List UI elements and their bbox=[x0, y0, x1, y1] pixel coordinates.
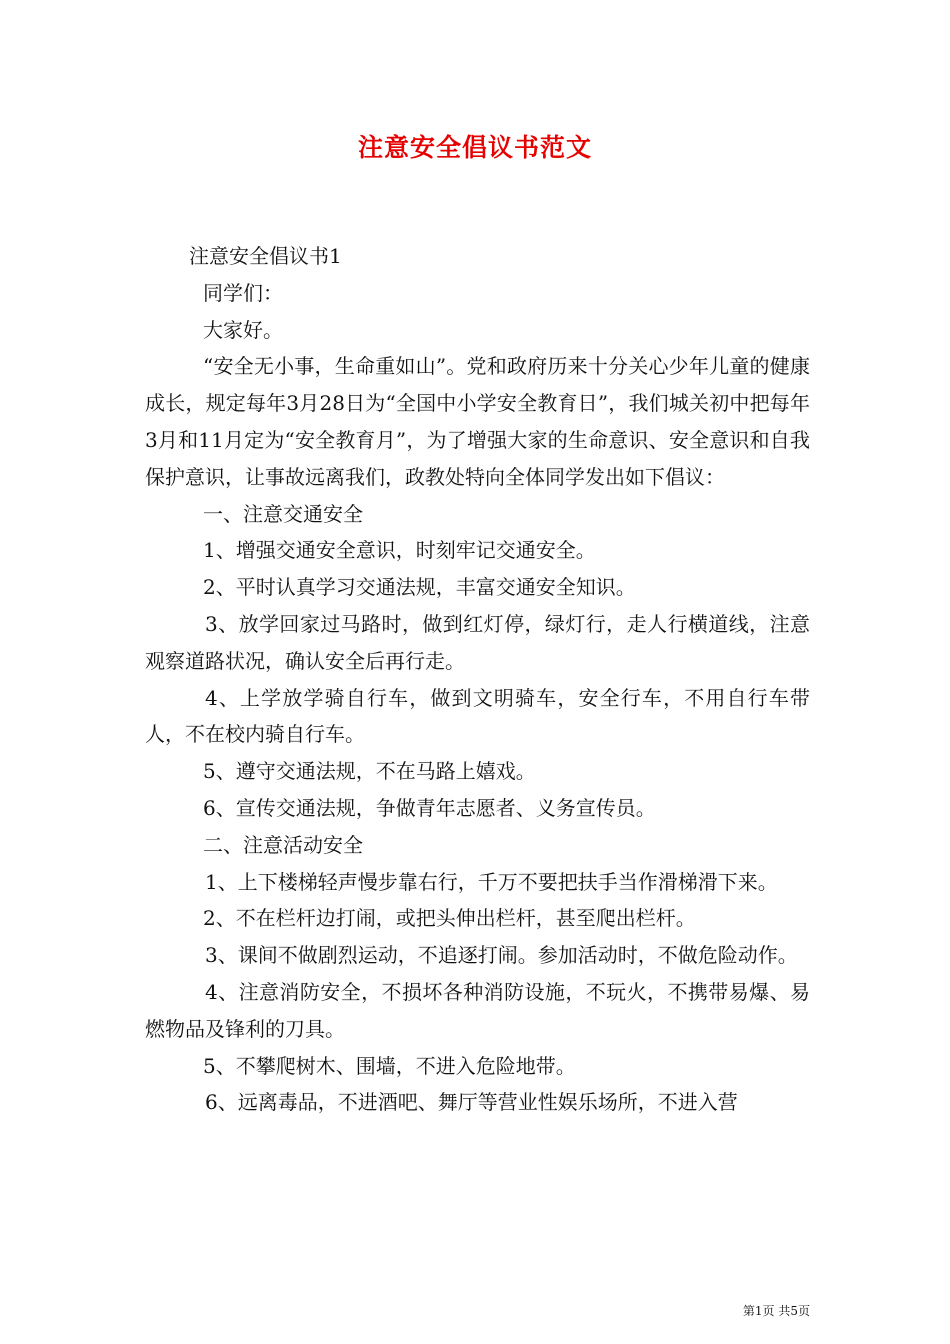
page-number: 第1页 共5页 bbox=[742, 1304, 810, 1318]
paragraph: 1、增强交通安全意识，时刻牢记交通安全。 bbox=[203, 538, 596, 563]
document-title: 注意安全倡议书范文 bbox=[357, 133, 592, 162]
paragraph: 4、注意消防安全，不损坏各种消防设施，不玩火，不携带易爆、易燃物品及锋利的刀具。 bbox=[145, 979, 810, 1041]
paragraph: 6、宣传交通法规，争做青年志愿者、义务宣传员。 bbox=[203, 795, 656, 820]
paragraph: 3、课间不做剧烈运动，不追逐打闹。参加活动时，不做危险动作。 bbox=[205, 943, 798, 968]
paragraph: 2、不在栏杆边打闹，或把头伸出栏杆，甚至爬出栏杆。 bbox=[203, 906, 696, 931]
paragraph: 4、上学放学骑自行车，做到文明骑车，安全行车，不用自行车带人，不在校内骑自行车。 bbox=[145, 685, 810, 747]
document-body bbox=[145, 238, 810, 1121]
paragraph: 大家好。 bbox=[203, 317, 283, 342]
paragraph: 6、远离毒品，不进酒吧、舞厅等营业性娱乐场所，不进入营 bbox=[205, 1090, 738, 1115]
paragraph: 二、注意活动安全 bbox=[203, 832, 363, 857]
paragraph: “安全无小事，生命重如山”。党和政府历来十分关心少年儿童的健康成长，规定每年3月28日为“全国中小学安全教育日”，我们城关初中把每年3月和11月定为“安全教育月”，为了增强大家的生命意识、安全意识和自我保护意识，让事故远离我们，政教处特向全体同学发出如下倡议： bbox=[145, 354, 810, 489]
paragraph: 1、上下楼梯轻声慢步靠右行，千万不要把扶手当作滑梯滑下来。 bbox=[205, 869, 778, 894]
paragraph: 5、遵守交通法规，不在马路上嬉戏。 bbox=[203, 759, 536, 784]
paragraph: 同学们： bbox=[203, 280, 283, 305]
paragraph: 2、平时认真学习交通法规，丰富交通安全知识。 bbox=[203, 575, 636, 600]
paragraph: 5、不攀爬树木、围墙，不进入危险地带。 bbox=[203, 1053, 576, 1078]
paragraph: 注意安全倡议书1 bbox=[189, 244, 342, 268]
paragraph: 3、放学回家过马路时，做到红灯停，绿灯行，走人行横道线，注意观察道路状况，确认安全后再行走。 bbox=[145, 611, 810, 673]
paragraph: 一、注意交通安全 bbox=[203, 501, 363, 526]
